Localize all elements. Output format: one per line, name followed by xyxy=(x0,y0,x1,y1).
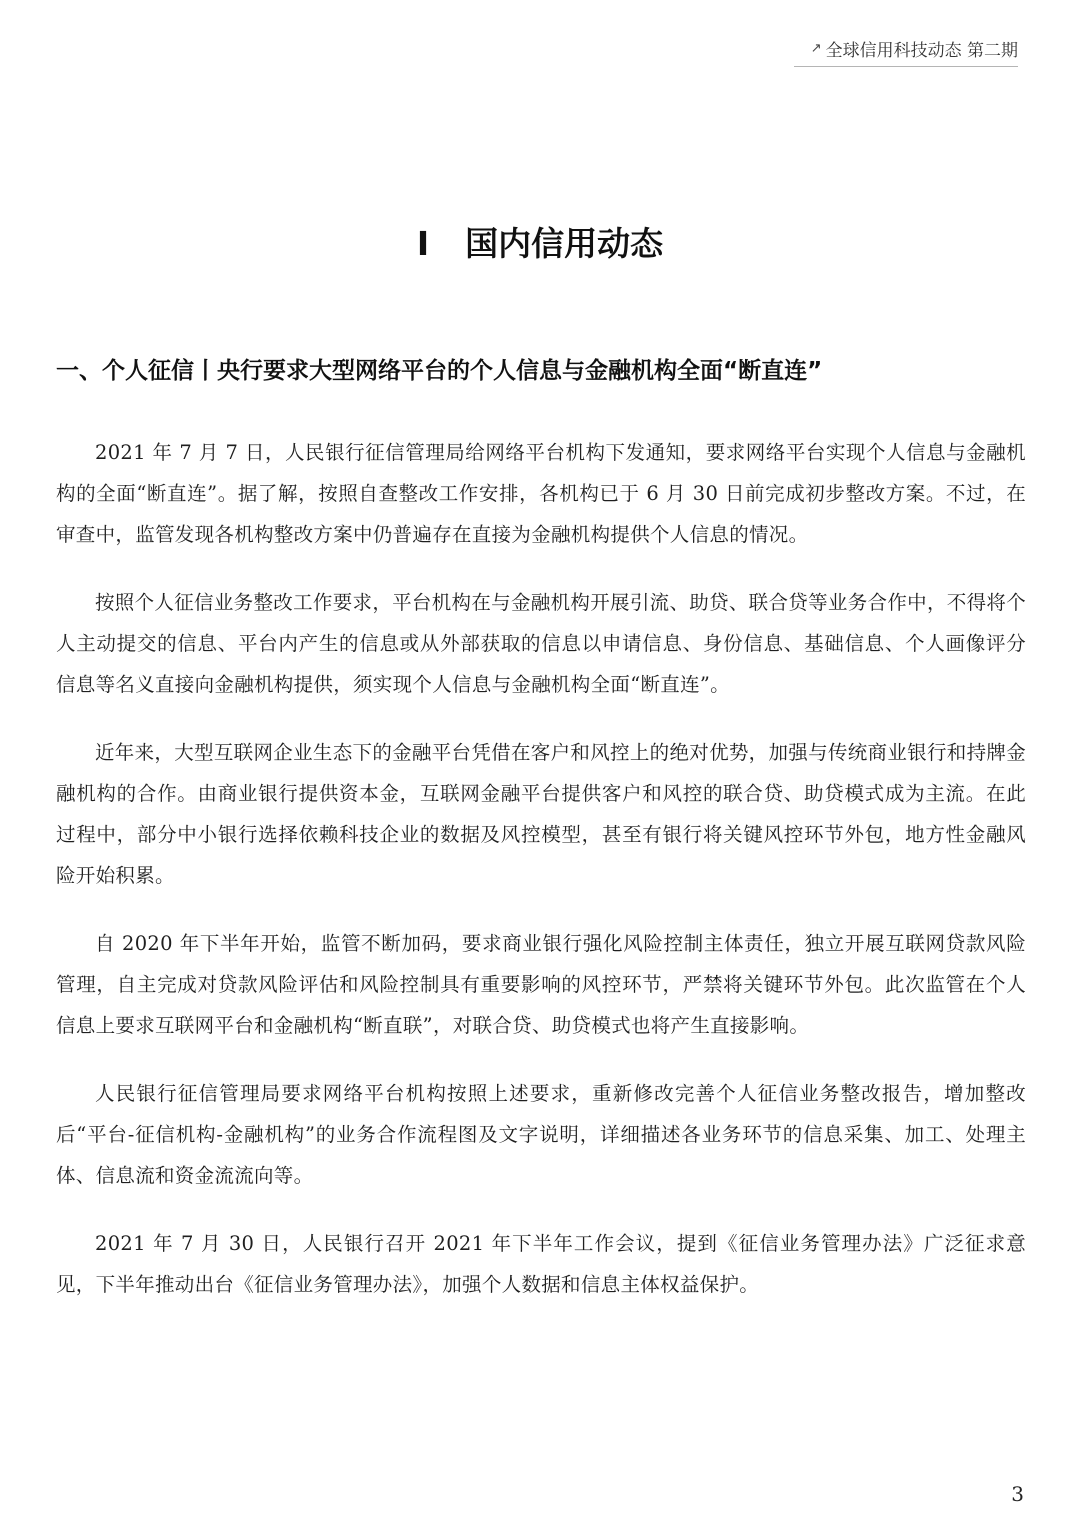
paragraph: 2021 年 7 月 7 日，人民银行征信管理局给网络平台机构下发通知，要求网络平台实现个人信息与金融机构的全面“断直连”。据了解，按照自查整改工作安排，各机构已于 6 月 30 日前完成初步整改方案。不过，在审查中，监管发现各机构整改方案中仍普遍存在直接为金融机构提供个人信息的情况。 xyxy=(56,441,1026,546)
paragraph: 按照个人征信业务整改工作要求，平台机构在与金融机构开展引流、助贷、联合贷等业务合作中，不得将个人主动提交的信息、平台内产生的信息或从外部获取的信息以申请信息、身份信息、基础信息、个人画像评分信息等名义直接向金融机构提供，须实现个人信息与金融机构全面“断直连”。 xyxy=(56,591,1026,696)
body-text xyxy=(56,432,1026,1332)
paragraph: 2021 年 7 月 30 日，人民银行召开 2021 年下半年工作会议，提到《征信业务管理办法》广泛征求意见，下半年推动出台《征信业务管理办法》，加强个人数据和信息主体权益保护。 xyxy=(56,1232,1026,1296)
running-header xyxy=(794,30,1018,67)
paragraph: 人民银行征信管理局要求网络平台机构按照上述要求，重新修改完善个人征信业务整改报告，增加整改后“平台-征信机构-金融机构”的业务合作流程图及文字说明，详细描述各业务环节的信息采集、加工、处理主体、信息流和资金流流向等。 xyxy=(56,1082,1026,1187)
arrow-up-right-icon: ↗ xyxy=(810,40,822,56)
chapter-heading xyxy=(0,218,1080,265)
paragraph: 近年来，大型互联网企业生态下的金融平台凭借在客户和风控上的绝对优势，加强与传统商业银行和持牌金融机构的合作。由商业银行提供资本金，互联网金融平台提供客户和风控的联合贷、助贷模式成为主流。在此过程中，部分中小银行选择依赖科技企业的数据及风控模型，甚至有银行将关键风控环节外包，地方性金融风险开始积累。 xyxy=(56,741,1026,887)
running-header-text: 全球信用科技动态 第二期 xyxy=(825,40,1018,61)
chapter-number: I xyxy=(416,224,430,263)
paragraph: 自 2020 年下半年开始，监管不断加码，要求商业银行强化风险控制主体责任，独立开展互联网贷款风险管理，自主完成对贷款风险评估和风险控制具有重要影响的风控环节，严禁将关键环节外包。此次监管在个人信息上要求互联网平台和金融机构“断直联”，对联合贷、助贷模式也将产生直接影响。 xyxy=(56,932,1026,1037)
section-title: 一、个人征信丨央行要求大型网络平台的个人信息与金融机构全面“断直连” xyxy=(56,358,823,384)
chapter-title: 国内信用动态 xyxy=(465,224,664,263)
page-number: 3 xyxy=(1011,1482,1024,1506)
